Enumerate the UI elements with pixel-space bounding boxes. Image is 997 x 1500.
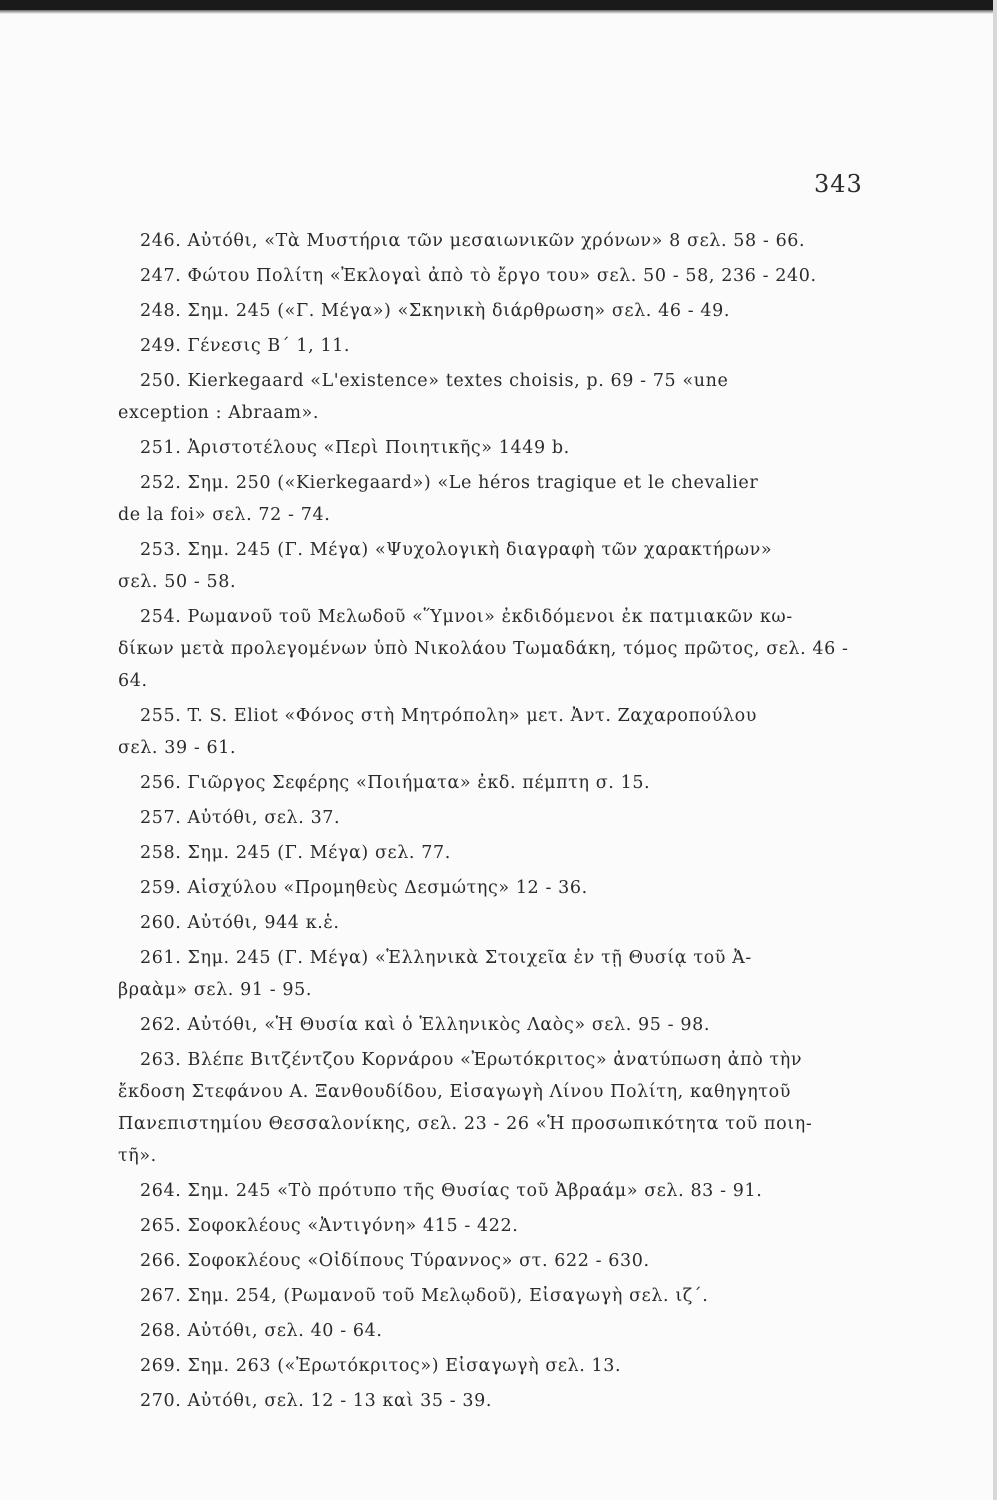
- endnote-line: ἔκδοση Στεφάνου Α. Ξανθουδίδου, Εἰσαγωγὴ Λίνου Πολίτη, καθηγητοῦ: [118, 1082, 791, 1102]
- endnote-line: 260. Αὐτόθι, 944 κ.ἑ.: [140, 913, 340, 933]
- scan-top-edge: [0, 0, 997, 10]
- endnote: [140, 907, 860, 939]
- endnote-line: 247. Φώτου Πολίτη «Ἐκλογαὶ ἀπὸ τὸ ἔργο του» σελ. 50 - 58, 236 - 240.: [140, 266, 817, 286]
- endnote-line: 266. Σοφοκλέους «Οἰδίπους Τύραννος» στ. 622 - 630.: [140, 1251, 650, 1271]
- endnote: [140, 1315, 860, 1347]
- endnote: [140, 1210, 860, 1242]
- endnote: [140, 225, 860, 257]
- endnotes-list: [118, 225, 860, 1420]
- endnote: [140, 1385, 860, 1417]
- endnote: [140, 1350, 860, 1382]
- endnote-line: 262. Αὐτόθι, «Ἡ Θυσία καὶ ὁ Ἑλληνικὸς Λαὸς» σελ. 95 - 98.: [140, 1015, 710, 1035]
- endnote: [140, 295, 860, 327]
- endnote: [118, 601, 860, 697]
- endnote-line: exception : Abraam».: [118, 403, 319, 423]
- endnote-line: 258. Σημ. 245 (Γ. Μέγα) σελ. 77.: [140, 843, 451, 863]
- endnote-line: 253. Σημ. 245 (Γ. Μέγα) «Ψυχολογικὴ διαγραφὴ τῶν χαρακτήρων»: [140, 540, 773, 560]
- endnote-line: 64.: [118, 671, 148, 691]
- endnote: [118, 467, 860, 531]
- scan-right-edge: [993, 0, 997, 1500]
- endnote-line: σελ. 50 - 58.: [118, 572, 237, 592]
- endnote-line: 261. Σημ. 245 (Γ. Μέγα) «Ἑλληνικὰ Στοιχεῖα ἐν τῇ Θυσίᾳ τοῦ Ἀ-: [140, 948, 752, 968]
- endnote: [140, 1280, 860, 1312]
- endnote: [140, 1175, 860, 1207]
- endnote: [140, 767, 860, 799]
- endnote: [140, 1245, 860, 1277]
- endnote: [118, 365, 860, 429]
- endnote-line: 265. Σοφοκλέους «Ἀντιγόνη» 415 - 422.: [140, 1216, 519, 1236]
- endnote-line: δίκων μετὰ προλεγομένων ὑπὸ Νικολάου Τωμαδάκη, τόμος πρῶτος, σελ. 46 -: [118, 639, 849, 659]
- endnote: [140, 260, 860, 292]
- endnote-line: 250. Kierkegaard «L'existence» textes choisis, p. 69 - 75 «une: [140, 371, 729, 391]
- endnote-line: 255. T. S. Eliot «Φόνος στὴ Μητρόπολη» μετ. Ἀντ. Ζαχαροπούλου: [140, 706, 758, 726]
- endnote: [140, 837, 860, 869]
- endnote-line: βραὰμ» σελ. 91 - 95.: [118, 980, 313, 1000]
- endnote-line: 267. Σημ. 254, (Ρωμανοῦ τοῦ Μελῳδοῦ), Εἰσαγωγὴ σελ. ιζ΄.: [140, 1286, 709, 1306]
- endnote: [118, 1044, 860, 1172]
- endnote: [118, 700, 860, 764]
- endnote-line: 269. Σημ. 263 («Ἐρωτόκριτος») Εἰσαγωγὴ σελ. 13.: [140, 1356, 622, 1376]
- endnote-line: 256. Γιῶργος Σεφέρης «Ποιήματα» ἐκδ. πέμπτη σ. 15.: [140, 773, 651, 793]
- endnote-line: 246. Αὐτόθι, «Τὰ Μυστήρια τῶν μεσαιωνικῶν χρόνων» 8 σελ. 58 - 66.: [140, 231, 806, 251]
- scan-top-shadow: [0, 10, 997, 14]
- endnote-line: Πανεπιστημίου Θεσσαλονίκης, σελ. 23 - 26 «Ἡ προσωπικότητα τοῦ ποιη-: [118, 1114, 813, 1134]
- endnote: [140, 802, 860, 834]
- endnote-line: 252. Σημ. 250 («Kierkegaard») «Le héros tragique et le chevalier: [140, 473, 759, 493]
- endnote-line: 249. Γένεσις Β΄ 1, 11.: [140, 336, 351, 356]
- endnote: [140, 1009, 860, 1041]
- endnote: [118, 942, 860, 1006]
- endnote-line: 254. Ρωμανοῦ τοῦ Μελωδοῦ «Ὕμνοι» ἐκδιδόμενοι ἐκ πατμιακῶν κω-: [140, 607, 793, 627]
- endnote: [140, 330, 860, 362]
- endnote-line: 270. Αὐτόθι, σελ. 12 - 13 καὶ 35 - 39.: [140, 1391, 493, 1411]
- endnote-line: τῆ».: [118, 1146, 157, 1166]
- endnote-line: 248. Σημ. 245 («Γ. Μέγα») «Σκηνικὴ διάρθρωση» σελ. 46 - 49.: [140, 301, 731, 321]
- endnote-line: 264. Σημ. 245 «Τὸ πρότυπο τῆς Θυσίας τοῦ Ἀβραάμ» σελ. 83 - 91.: [140, 1181, 763, 1201]
- endnote: [140, 432, 860, 464]
- endnote-line: 268. Αὐτόθι, σελ. 40 - 64.: [140, 1321, 383, 1341]
- page-number: 343: [814, 170, 863, 198]
- endnote-line: 251. Ἀριστοτέλους «Περὶ Ποιητικῆς» 1449 b.: [140, 438, 570, 458]
- endnote: [140, 872, 860, 904]
- endnote-line: σελ. 39 - 61.: [118, 738, 237, 758]
- endnote-line: 257. Αὐτόθι, σελ. 37.: [140, 808, 341, 828]
- endnote-line: 259. Αἰσχύλου «Προμηθεὺς Δεσμώτης» 12 - 36.: [140, 878, 588, 898]
- endnote-line: de la foi» σελ. 72 - 74.: [118, 505, 331, 525]
- endnote: [118, 534, 860, 598]
- endnote-line: 263. Βλέπε Βιτζέντζου Κορνάρου «Ἐρωτόκριτος» ἀνατύπωση ἀπὸ τὴν: [140, 1050, 803, 1070]
